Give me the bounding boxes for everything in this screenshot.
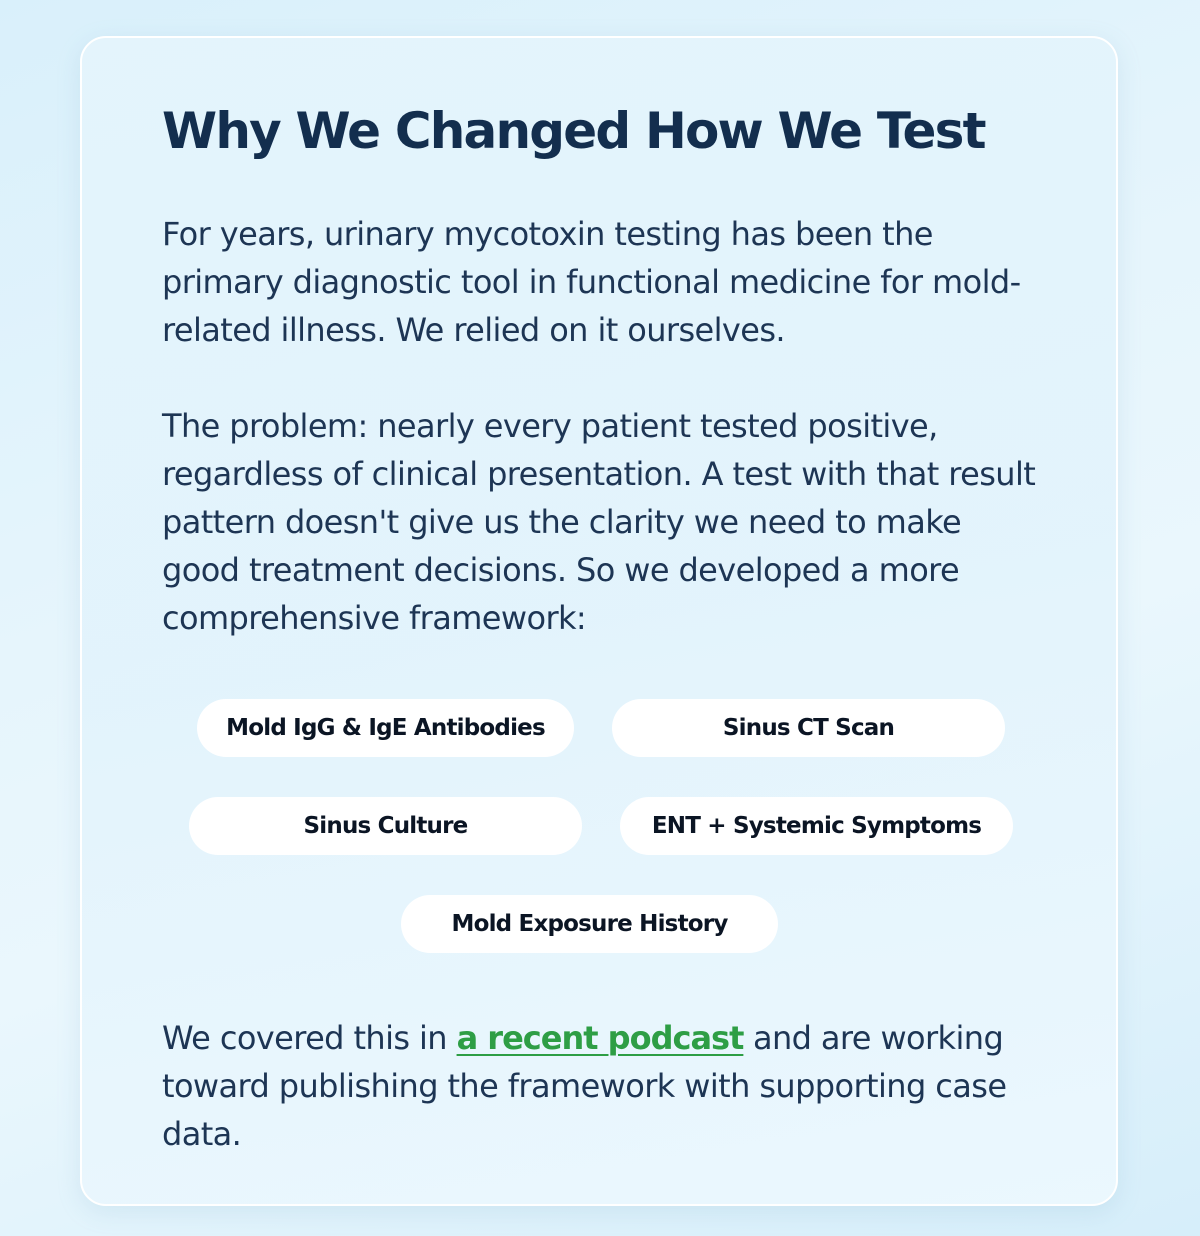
content-card (80, 36, 1118, 1206)
closing-paragraph (162, 1014, 1042, 1158)
intro-paragraph: For years, urinary mycotoxin testing has been the primary diagnostic tool in functional medicine for mold-related illness. We relied on it ourselves. (162, 215, 1021, 349)
framework-pill-exposure-history: Mold Exposure History (401, 895, 778, 953)
problem-paragraph: The problem: nearly every patient tested positive, regardless of clinical presentation. A test with that result pattern doesn't give us the clarity we need to make good treatment decisions. So we developed a more comprehensive framework: (162, 407, 1036, 637)
framework-pill-sinus-ct: Sinus CT Scan (612, 699, 1005, 757)
section-title: Why We Changed How We Test (162, 102, 985, 160)
podcast-link[interactable]: a recent podcast (456, 1019, 744, 1057)
framework-pill-symptoms: ENT + Systemic Symptoms (620, 797, 1013, 855)
closing-text-after-link: and are working toward publishing the framework with supporting case data. (162, 1019, 1007, 1153)
framework-pill-sinus-culture: Sinus Culture (189, 797, 582, 855)
closing-text-before-link: We covered this in (162, 1019, 457, 1057)
framework-pill-antibodies: Mold IgG & IgE Antibodies (197, 699, 574, 757)
